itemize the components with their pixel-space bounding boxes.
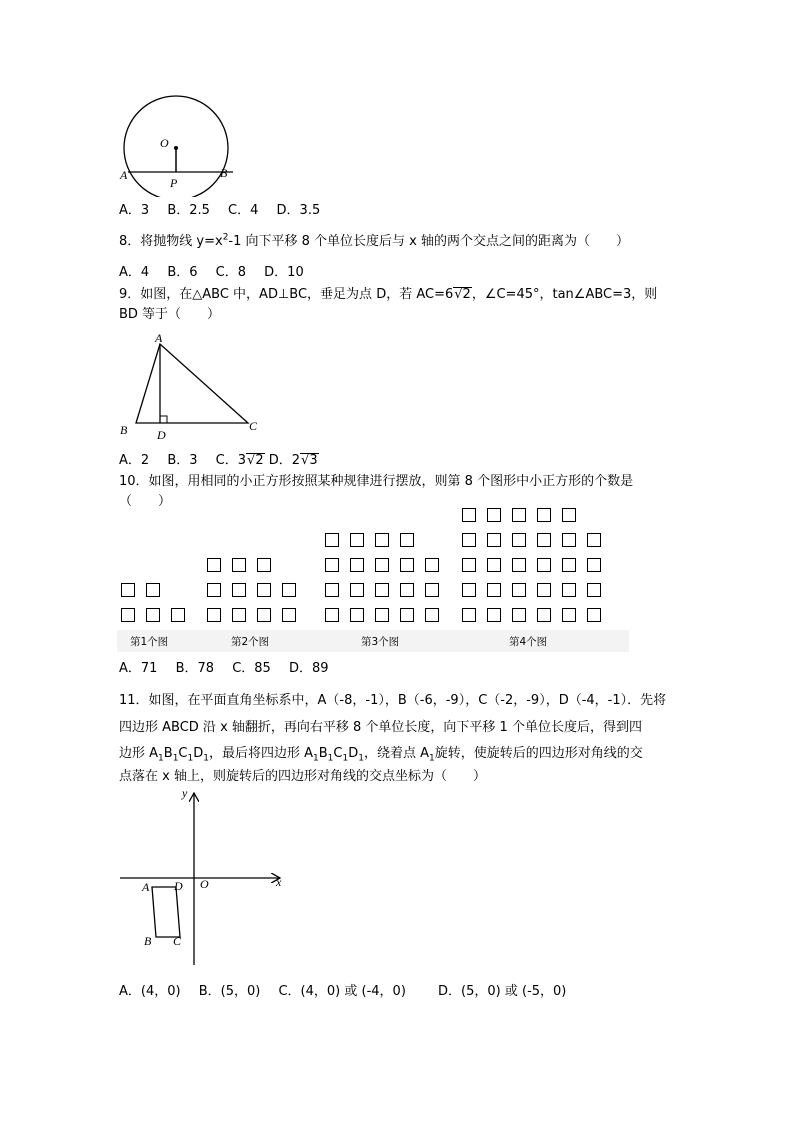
label-b: B bbox=[144, 934, 152, 948]
small-square bbox=[512, 558, 526, 572]
small-square bbox=[146, 608, 160, 622]
small-square bbox=[257, 558, 271, 572]
small-square bbox=[562, 608, 576, 622]
label-p: P bbox=[170, 176, 178, 190]
q8-option-c[interactable]: C．8 bbox=[215, 265, 247, 280]
q7-option-b[interactable]: B．2.5 bbox=[167, 203, 210, 218]
quadrilateral-abcd bbox=[152, 887, 180, 937]
small-square bbox=[282, 608, 296, 622]
small-square bbox=[232, 608, 246, 622]
small-square bbox=[207, 608, 221, 622]
small-square bbox=[562, 583, 576, 597]
q10-option-b[interactable]: B．78 bbox=[175, 661, 215, 676]
q9-option-a[interactable]: A．2 bbox=[119, 453, 150, 468]
small-square bbox=[232, 558, 246, 572]
q8-options bbox=[119, 265, 318, 281]
q7-option-a[interactable]: A．3 bbox=[119, 203, 150, 218]
small-square bbox=[325, 533, 339, 547]
q11-option-c[interactable]: C．(4，0) 或 (-4，0) bbox=[278, 984, 406, 999]
small-square bbox=[400, 608, 414, 622]
q9-radicand: 2 bbox=[462, 287, 471, 302]
small-square bbox=[462, 583, 476, 597]
small-square bbox=[587, 583, 601, 597]
q11-stem-part: 点落在 x 轴上，则旋转后的四边形对角线的交点坐标为（ ） bbox=[119, 769, 486, 784]
small-square bbox=[462, 533, 476, 547]
label-c: C bbox=[173, 934, 182, 948]
small-square bbox=[350, 558, 364, 572]
label-b: B bbox=[120, 423, 128, 437]
label-b: B bbox=[220, 166, 228, 180]
small-square bbox=[375, 608, 389, 622]
small-square bbox=[587, 608, 601, 622]
small-square bbox=[350, 533, 364, 547]
q9-stem-part: 9．如图，在△ABC 中，AD⊥BC，垂足为点 D，若 AC=6 bbox=[119, 287, 454, 302]
label-d: D bbox=[157, 428, 166, 442]
small-square bbox=[587, 533, 601, 547]
figure-caption-3: 第3个图 bbox=[361, 636, 400, 648]
small-square bbox=[375, 583, 389, 597]
q11-stem-part: 四边形 ABCD 沿 x 轴翻折，再向右平移 8 个单位长度，向下平移 1 个单位长度后，得到四 bbox=[119, 720, 642, 735]
small-square bbox=[325, 608, 339, 622]
q8-stem-part: -1 向下平移 8 个单位长度后与 x 轴的两个交点之间的距离为（ ） bbox=[228, 234, 630, 249]
small-square bbox=[512, 508, 526, 522]
small-square bbox=[257, 608, 271, 622]
small-square bbox=[562, 508, 576, 522]
q9-stem-line1 bbox=[119, 287, 657, 303]
figure-caption-1: 第1个图 bbox=[130, 636, 169, 648]
label-d: D bbox=[174, 879, 183, 893]
q7-option-c[interactable]: C．4 bbox=[228, 203, 259, 218]
small-square bbox=[425, 608, 439, 622]
small-square bbox=[462, 508, 476, 522]
q10-option-c[interactable]: C．85 bbox=[232, 661, 271, 676]
q10-stem-line2 bbox=[119, 494, 171, 510]
small-square bbox=[462, 558, 476, 572]
small-square bbox=[487, 583, 501, 597]
squares-figure bbox=[117, 516, 629, 654]
q11-option-d[interactable]: D．(5，0) 或 (-5，0) bbox=[438, 984, 567, 999]
small-square bbox=[425, 583, 439, 597]
q9-options bbox=[119, 453, 319, 469]
q11-option-a[interactable]: A．(4，0) bbox=[119, 984, 181, 999]
small-square bbox=[350, 608, 364, 622]
q8-option-b[interactable]: B．6 bbox=[167, 265, 198, 280]
small-square bbox=[537, 583, 551, 597]
small-square bbox=[121, 608, 135, 622]
q8-option-a[interactable]: A．4 bbox=[119, 265, 150, 280]
circle-figure bbox=[115, 92, 245, 197]
small-square bbox=[425, 558, 439, 572]
small-square bbox=[487, 608, 501, 622]
small-square bbox=[512, 608, 526, 622]
small-square bbox=[375, 533, 389, 547]
q8-option-d[interactable]: D．10 bbox=[264, 265, 304, 280]
q10-stem-part: （ ） bbox=[119, 494, 172, 509]
small-square bbox=[562, 533, 576, 547]
label-o: O bbox=[160, 136, 169, 150]
q10-stem-part: 10．如图，用相同的小正方形按照某种规律进行摆放，则第 8 个图形中小正方形的个数是 bbox=[119, 474, 634, 489]
triangle-figure bbox=[120, 335, 260, 445]
q10-option-a[interactable]: A．71 bbox=[119, 661, 158, 676]
label-a: A bbox=[120, 168, 128, 182]
figure-caption-4: 第4个图 bbox=[509, 636, 548, 648]
small-square bbox=[512, 533, 526, 547]
small-square bbox=[171, 608, 185, 622]
q10-options bbox=[119, 661, 343, 677]
q7-option-d[interactable]: D．3.5 bbox=[276, 203, 321, 218]
small-square bbox=[562, 558, 576, 572]
sqrt-symbol: √2 bbox=[454, 287, 471, 302]
q11-option-b[interactable]: B．(5，0) bbox=[198, 984, 261, 999]
small-square bbox=[121, 583, 135, 597]
small-square bbox=[487, 558, 501, 572]
label-c: C bbox=[249, 419, 258, 433]
q10-option-d[interactable]: D．89 bbox=[288, 661, 329, 676]
small-square bbox=[207, 583, 221, 597]
q11-stem-line3: 边形 $A_1B_1C_1D_1$，最后将四边形 $A_1B_1C_1D_1$，绕着点 $A_1$旋转，使旋转后的四边形对角线的交 bbox=[119, 746, 643, 764]
label-x: x bbox=[276, 875, 282, 889]
small-square bbox=[512, 583, 526, 597]
q11-stem-line2 bbox=[119, 720, 642, 736]
small-square bbox=[282, 583, 296, 597]
label-o: O bbox=[200, 877, 209, 891]
small-square bbox=[325, 583, 339, 597]
q9-stem-part: ，∠C=45°，tan∠ABC=3，则 bbox=[471, 287, 658, 302]
q11-options bbox=[119, 984, 580, 1000]
q8-stem-part: 8．将抛物线 y=x bbox=[119, 234, 223, 249]
small-square bbox=[400, 558, 414, 572]
right-angle-mark bbox=[160, 416, 167, 423]
q9-stem-part: BD 等于（ ） bbox=[119, 307, 221, 322]
small-square bbox=[537, 533, 551, 547]
q8-exponent: 2 bbox=[222, 232, 229, 243]
small-square bbox=[325, 558, 339, 572]
small-square bbox=[146, 583, 160, 597]
q8-stem bbox=[119, 234, 629, 250]
label-a: A bbox=[142, 880, 150, 894]
q11-stem-line1 bbox=[119, 693, 666, 709]
small-square bbox=[350, 583, 364, 597]
small-square bbox=[375, 558, 389, 572]
small-square bbox=[537, 508, 551, 522]
small-square bbox=[400, 583, 414, 597]
small-square bbox=[257, 583, 271, 597]
figure-caption-2: 第2个图 bbox=[231, 636, 270, 648]
label-a: A bbox=[155, 331, 163, 345]
q10-stem-line1 bbox=[119, 474, 633, 490]
small-square bbox=[537, 608, 551, 622]
q9-option-b[interactable]: B．3 bbox=[167, 453, 198, 468]
small-square bbox=[232, 583, 246, 597]
small-square bbox=[587, 558, 601, 572]
q11-stem-line4 bbox=[119, 769, 486, 785]
q11-stem-part: 11．如图，在平面直角坐标系中，A（-8，-1），B（-6，-9），C（-2，-9），D（-4，-1）．先将 bbox=[119, 693, 667, 708]
q7-options bbox=[119, 203, 334, 219]
small-square bbox=[207, 558, 221, 572]
small-square bbox=[462, 608, 476, 622]
small-square bbox=[400, 533, 414, 547]
triangle-abc bbox=[136, 344, 248, 423]
center-point bbox=[174, 146, 178, 150]
small-square bbox=[487, 533, 501, 547]
q9-stem-line2 bbox=[119, 307, 220, 323]
small-square bbox=[537, 558, 551, 572]
small-square bbox=[487, 508, 501, 522]
q9-option-c[interactable]: C．3√2 bbox=[215, 453, 264, 468]
label-y: y bbox=[182, 786, 188, 800]
q9-option-d[interactable]: D．2√3 bbox=[268, 453, 318, 468]
